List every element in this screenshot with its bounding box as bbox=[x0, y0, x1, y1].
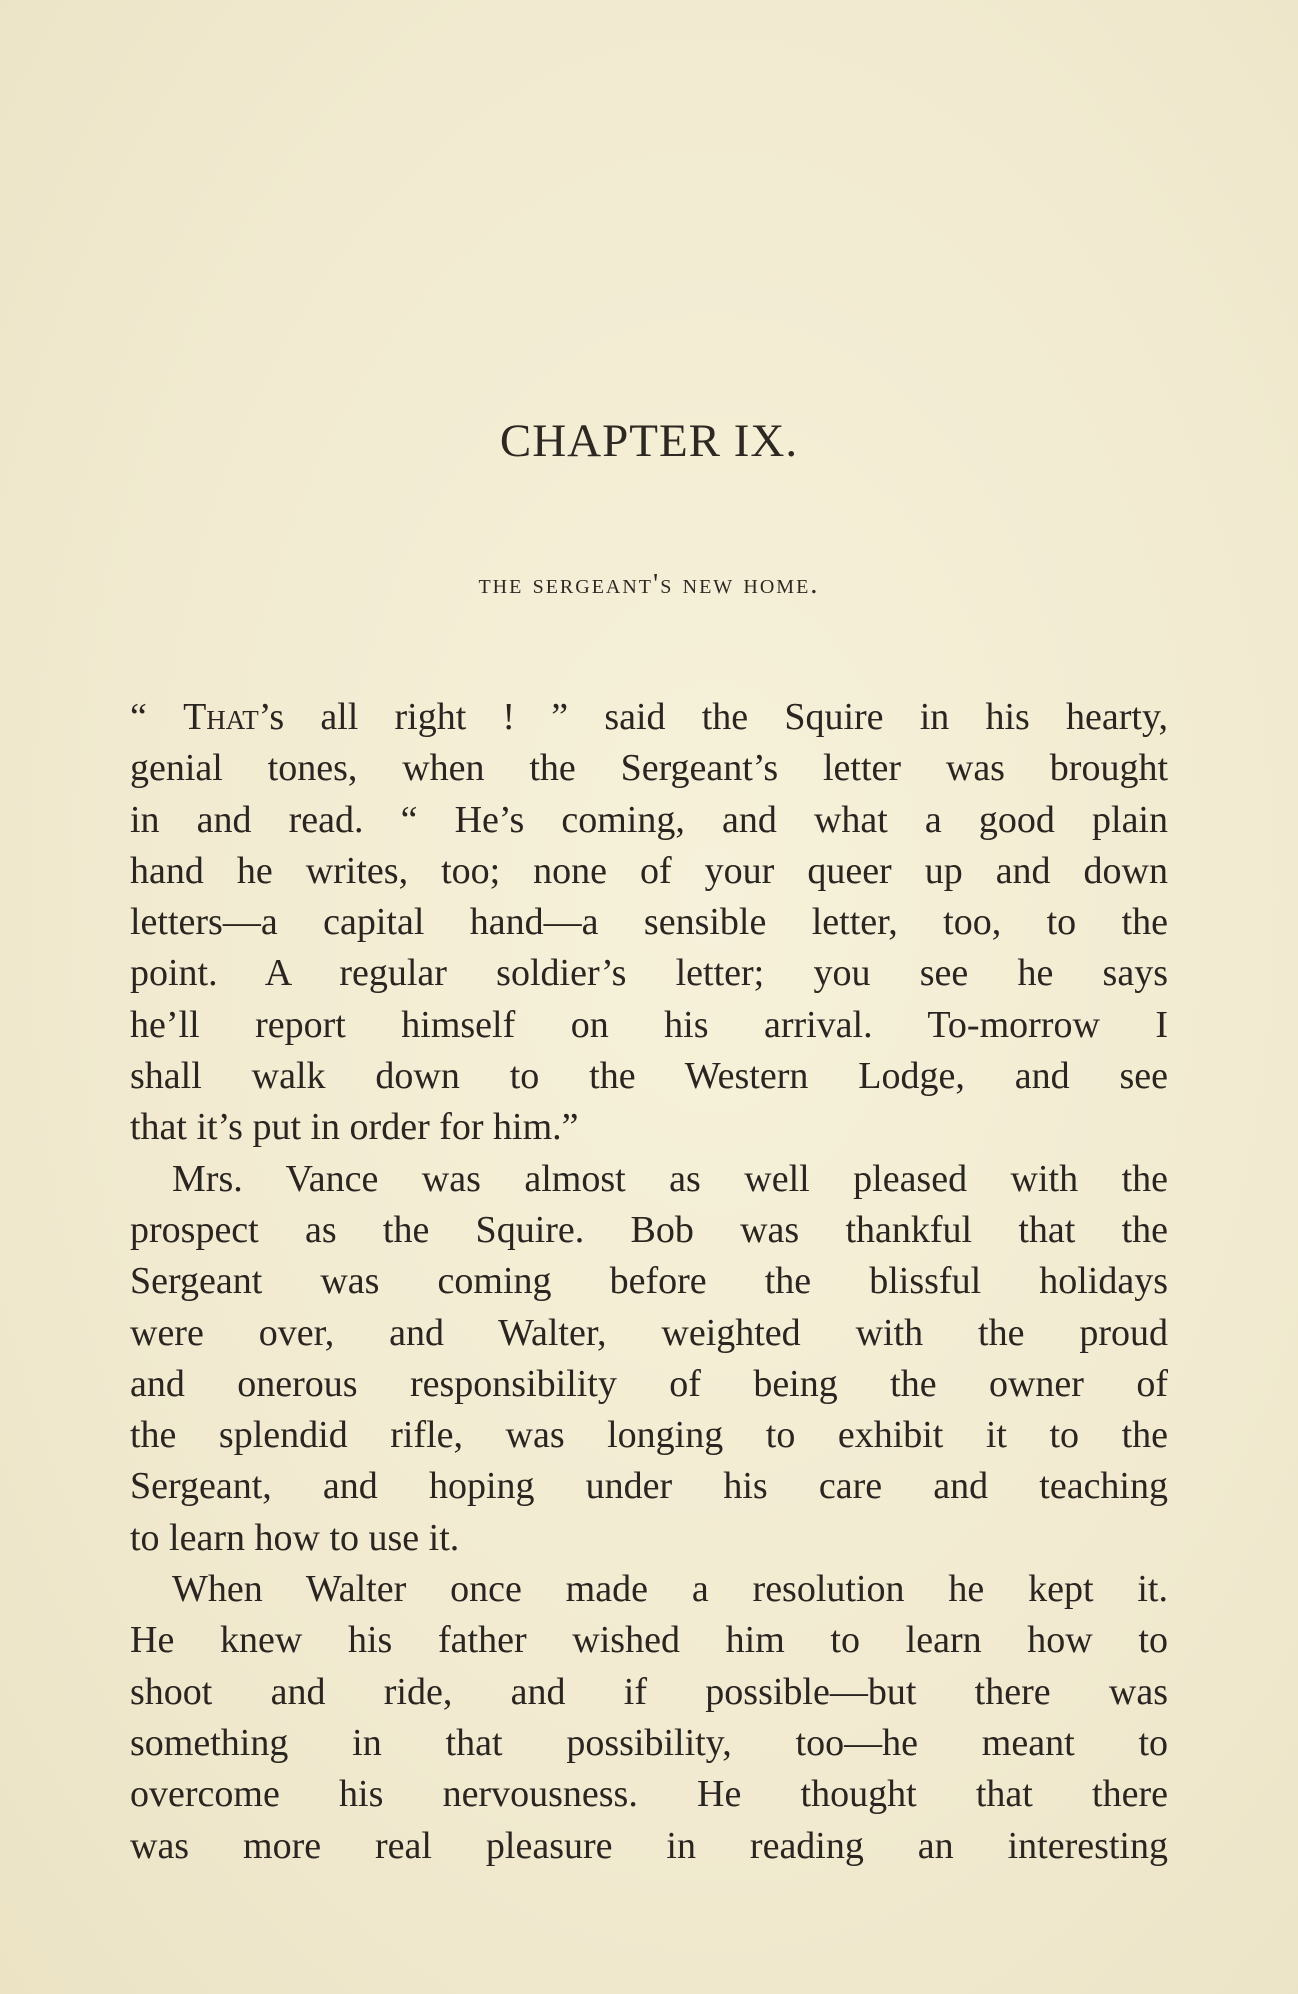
text-line: the splendid rifle, was longing to exhibit it to the bbox=[130, 1414, 1168, 1457]
text-line: shoot and ride, and if possible—but there was bbox=[130, 1670, 1168, 1713]
line-rest: ’s all right ! ” said the Squire in his hearty, bbox=[258, 696, 1168, 738]
text-line: Sergeant, and hoping under his care and teaching bbox=[130, 1465, 1168, 1508]
text-line: Mrs. Vance was almost as well pleased with the bbox=[172, 1157, 1168, 1200]
text-line: letters—a capital hand—a sensible letter, too, to the bbox=[130, 901, 1168, 944]
text-line bbox=[130, 692, 1168, 743]
text-line: was more real pleasure in reading an interesting bbox=[130, 1824, 1168, 1867]
chapter-title: CHAPTER IX. bbox=[499, 415, 799, 467]
paragraph-3 bbox=[130, 1564, 1168, 1872]
text-line: When Walter once made a resolution he kept it. bbox=[172, 1568, 1168, 1611]
text-line: Sergeant was coming before the blissful holidays bbox=[130, 1260, 1168, 1303]
text-line: and onerous responsibility of being the owner of bbox=[130, 1362, 1168, 1405]
text-line: overcome his nervousness. He thought that there bbox=[130, 1773, 1168, 1816]
paragraph-2 bbox=[130, 1154, 1168, 1564]
text-line: in and read. “ He’s coming, and what a good plain bbox=[130, 798, 1168, 841]
text-line: shall walk down to the Western Lodge, and see bbox=[130, 1055, 1168, 1098]
text-line: that it’s put in order for him.” bbox=[130, 1106, 579, 1149]
lead-word: That bbox=[183, 696, 259, 738]
text-line: hand he writes, too; none of your queer up and down bbox=[130, 849, 1168, 892]
text-line: he’ll report himself on his arrival. To-morrow I bbox=[130, 1003, 1168, 1046]
opening-quote: “ bbox=[130, 696, 184, 738]
paragraph-1 bbox=[130, 692, 1168, 1154]
text-line: to learn how to use it. bbox=[130, 1516, 460, 1559]
chapter-subtitle: the sergeant's new home. bbox=[478, 568, 820, 600]
text-line: were over, and Walter, weighted with the proud bbox=[130, 1311, 1168, 1354]
text-line: prospect as the Squire. Bob was thankful that the bbox=[130, 1208, 1168, 1251]
text-line: He knew his father wished him to learn how to bbox=[130, 1619, 1168, 1662]
text-line: point. A regular soldier’s letter; you see he says bbox=[130, 952, 1168, 995]
text-line: genial tones, when the Sergeant’s letter was brought bbox=[130, 747, 1168, 790]
text-line: something in that possibility, too—he meant to bbox=[130, 1721, 1168, 1764]
body-text bbox=[130, 692, 1168, 1872]
